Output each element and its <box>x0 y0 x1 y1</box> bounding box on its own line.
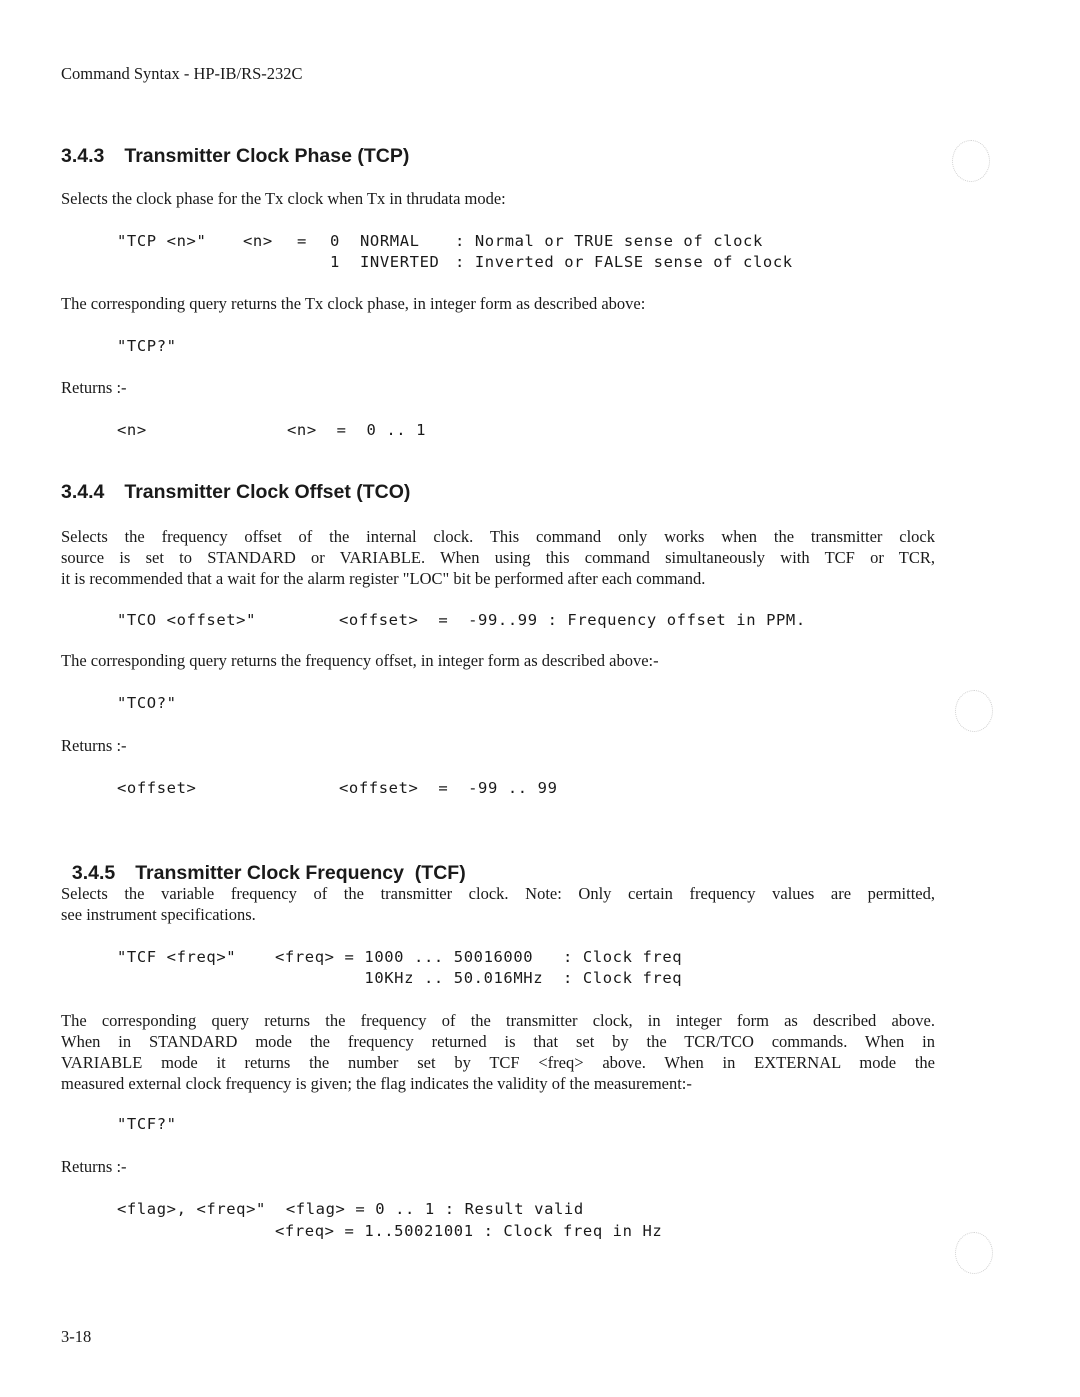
tcf-query-desc-line: The corresponding query returns the frequency of the transmitter clock, in integer form as described above. <box>61 1011 935 1030</box>
tcp-option-desc: : Normal or TRUE sense of clock <box>455 232 763 250</box>
tco-description-line: source is set to STANDARD or VARIABLE. When using this command simultaneously with TCF or TCR, <box>61 548 935 567</box>
tco-description-line: Selects the frequency offset of the internal clock. This command only works when the transmitter clock <box>61 527 935 546</box>
tcf-query-desc <box>61 1010 935 1094</box>
tcp-option-value: 1 <box>330 253 340 271</box>
tcf-return-line: <flag>, <freq>" <flag> = 0 .. 1 : Result valid <box>117 1200 584 1218</box>
tco-description <box>61 526 935 589</box>
tcf-query-desc-line: measured external clock frequency is given; the flag indicates the validity of the measurement:- <box>61 1074 692 1093</box>
tcp-option-desc: : Inverted or FALSE sense of clock <box>455 253 793 271</box>
tcf-command: "TCF <freq>" <box>117 948 237 966</box>
tcp-equals: = <box>297 232 307 250</box>
tcp-command: "TCP <n>" <box>117 232 207 250</box>
tcp-intro: Selects the clock phase for the Tx clock when Tx in thrudata mode: <box>61 189 506 208</box>
section-number: 3.4.4 <box>61 481 105 503</box>
tcf-description <box>61 883 935 925</box>
section-number: 3.4.3 <box>61 145 105 167</box>
tcf-query: "TCF?" <box>117 1115 177 1133</box>
tcf-query-desc-line: VARIABLE mode it returns the number set by TCF <freq> above. When in EXTERNAL mode the <box>61 1053 935 1072</box>
tcp-option-name: INVERTED <box>360 253 440 271</box>
tco-return-token: <offset> <box>117 779 197 797</box>
tco-return-def: <offset> = -99 .. 99 <box>339 779 558 797</box>
tco-returns-label: Returns :- <box>61 736 127 755</box>
section-heading-tco <box>61 481 410 504</box>
section-heading-tcp <box>61 145 409 168</box>
section-number: 3.4.5 <box>71 862 116 884</box>
tcf-return-line: <freq> = 1..50021001 : Clock freq in Hz <box>275 1222 663 1240</box>
tcf-description-line: Selects the variable frequency of the transmitter clock. Note: Only certain frequency values are permitted, <box>61 884 935 903</box>
punch-hole-bottom <box>955 1232 993 1274</box>
tco-description-line: it is recommended that a wait for the alarm register "LOC" bit be performed after each command. <box>61 569 706 588</box>
tcp-return-def: <n> = 0 .. 1 <box>287 421 427 439</box>
tcf-returns-label: Returns :- <box>61 1157 127 1176</box>
tcf-query-desc-line: When in STANDARD mode the frequency returned is that set by the TCR/TCO commands. When in <box>61 1032 935 1051</box>
section-heading-tcf <box>61 839 466 885</box>
tcp-param: <n> <box>243 232 273 250</box>
tcf-description-line: see instrument specifications. <box>61 905 256 924</box>
tcp-option-name: NORMAL <box>360 232 420 250</box>
tcp-query: "TCP?" <box>117 337 177 355</box>
punch-hole-top <box>952 140 990 182</box>
section-title: Transmitter Clock Frequency (TCF) <box>135 862 466 884</box>
tcp-return-token: <n> <box>117 421 147 439</box>
section-title: Transmitter Clock Offset (TCO) <box>124 481 411 503</box>
tco-command: "TCO <offset>" <box>117 611 257 629</box>
section-title: Transmitter Clock Phase (TCP) <box>124 145 410 167</box>
punch-hole-middle <box>955 690 993 732</box>
tco-definition: <offset> = -99..99 : Frequency offset in PPM. <box>339 611 806 629</box>
page-number: 3-18 <box>61 1327 92 1346</box>
tco-query: "TCO?" <box>117 694 177 712</box>
tcp-query-desc: The corresponding query returns the Tx clock phase, in integer form as described above: <box>61 294 646 313</box>
tcp-returns-label: Returns :- <box>61 378 127 397</box>
tcf-definition-line: <freq> = 1000 ... 50016000 : Clock freq <box>275 948 683 966</box>
tcp-option-value: 0 <box>330 232 340 250</box>
tcf-definition-line: 10KHz .. 50.016MHz : Clock freq <box>275 969 683 987</box>
running-header: Command Syntax - HP-IB/RS-232C <box>61 64 303 83</box>
tco-query-desc: The corresponding query returns the frequency offset, in integer form as described above:- <box>61 651 659 670</box>
